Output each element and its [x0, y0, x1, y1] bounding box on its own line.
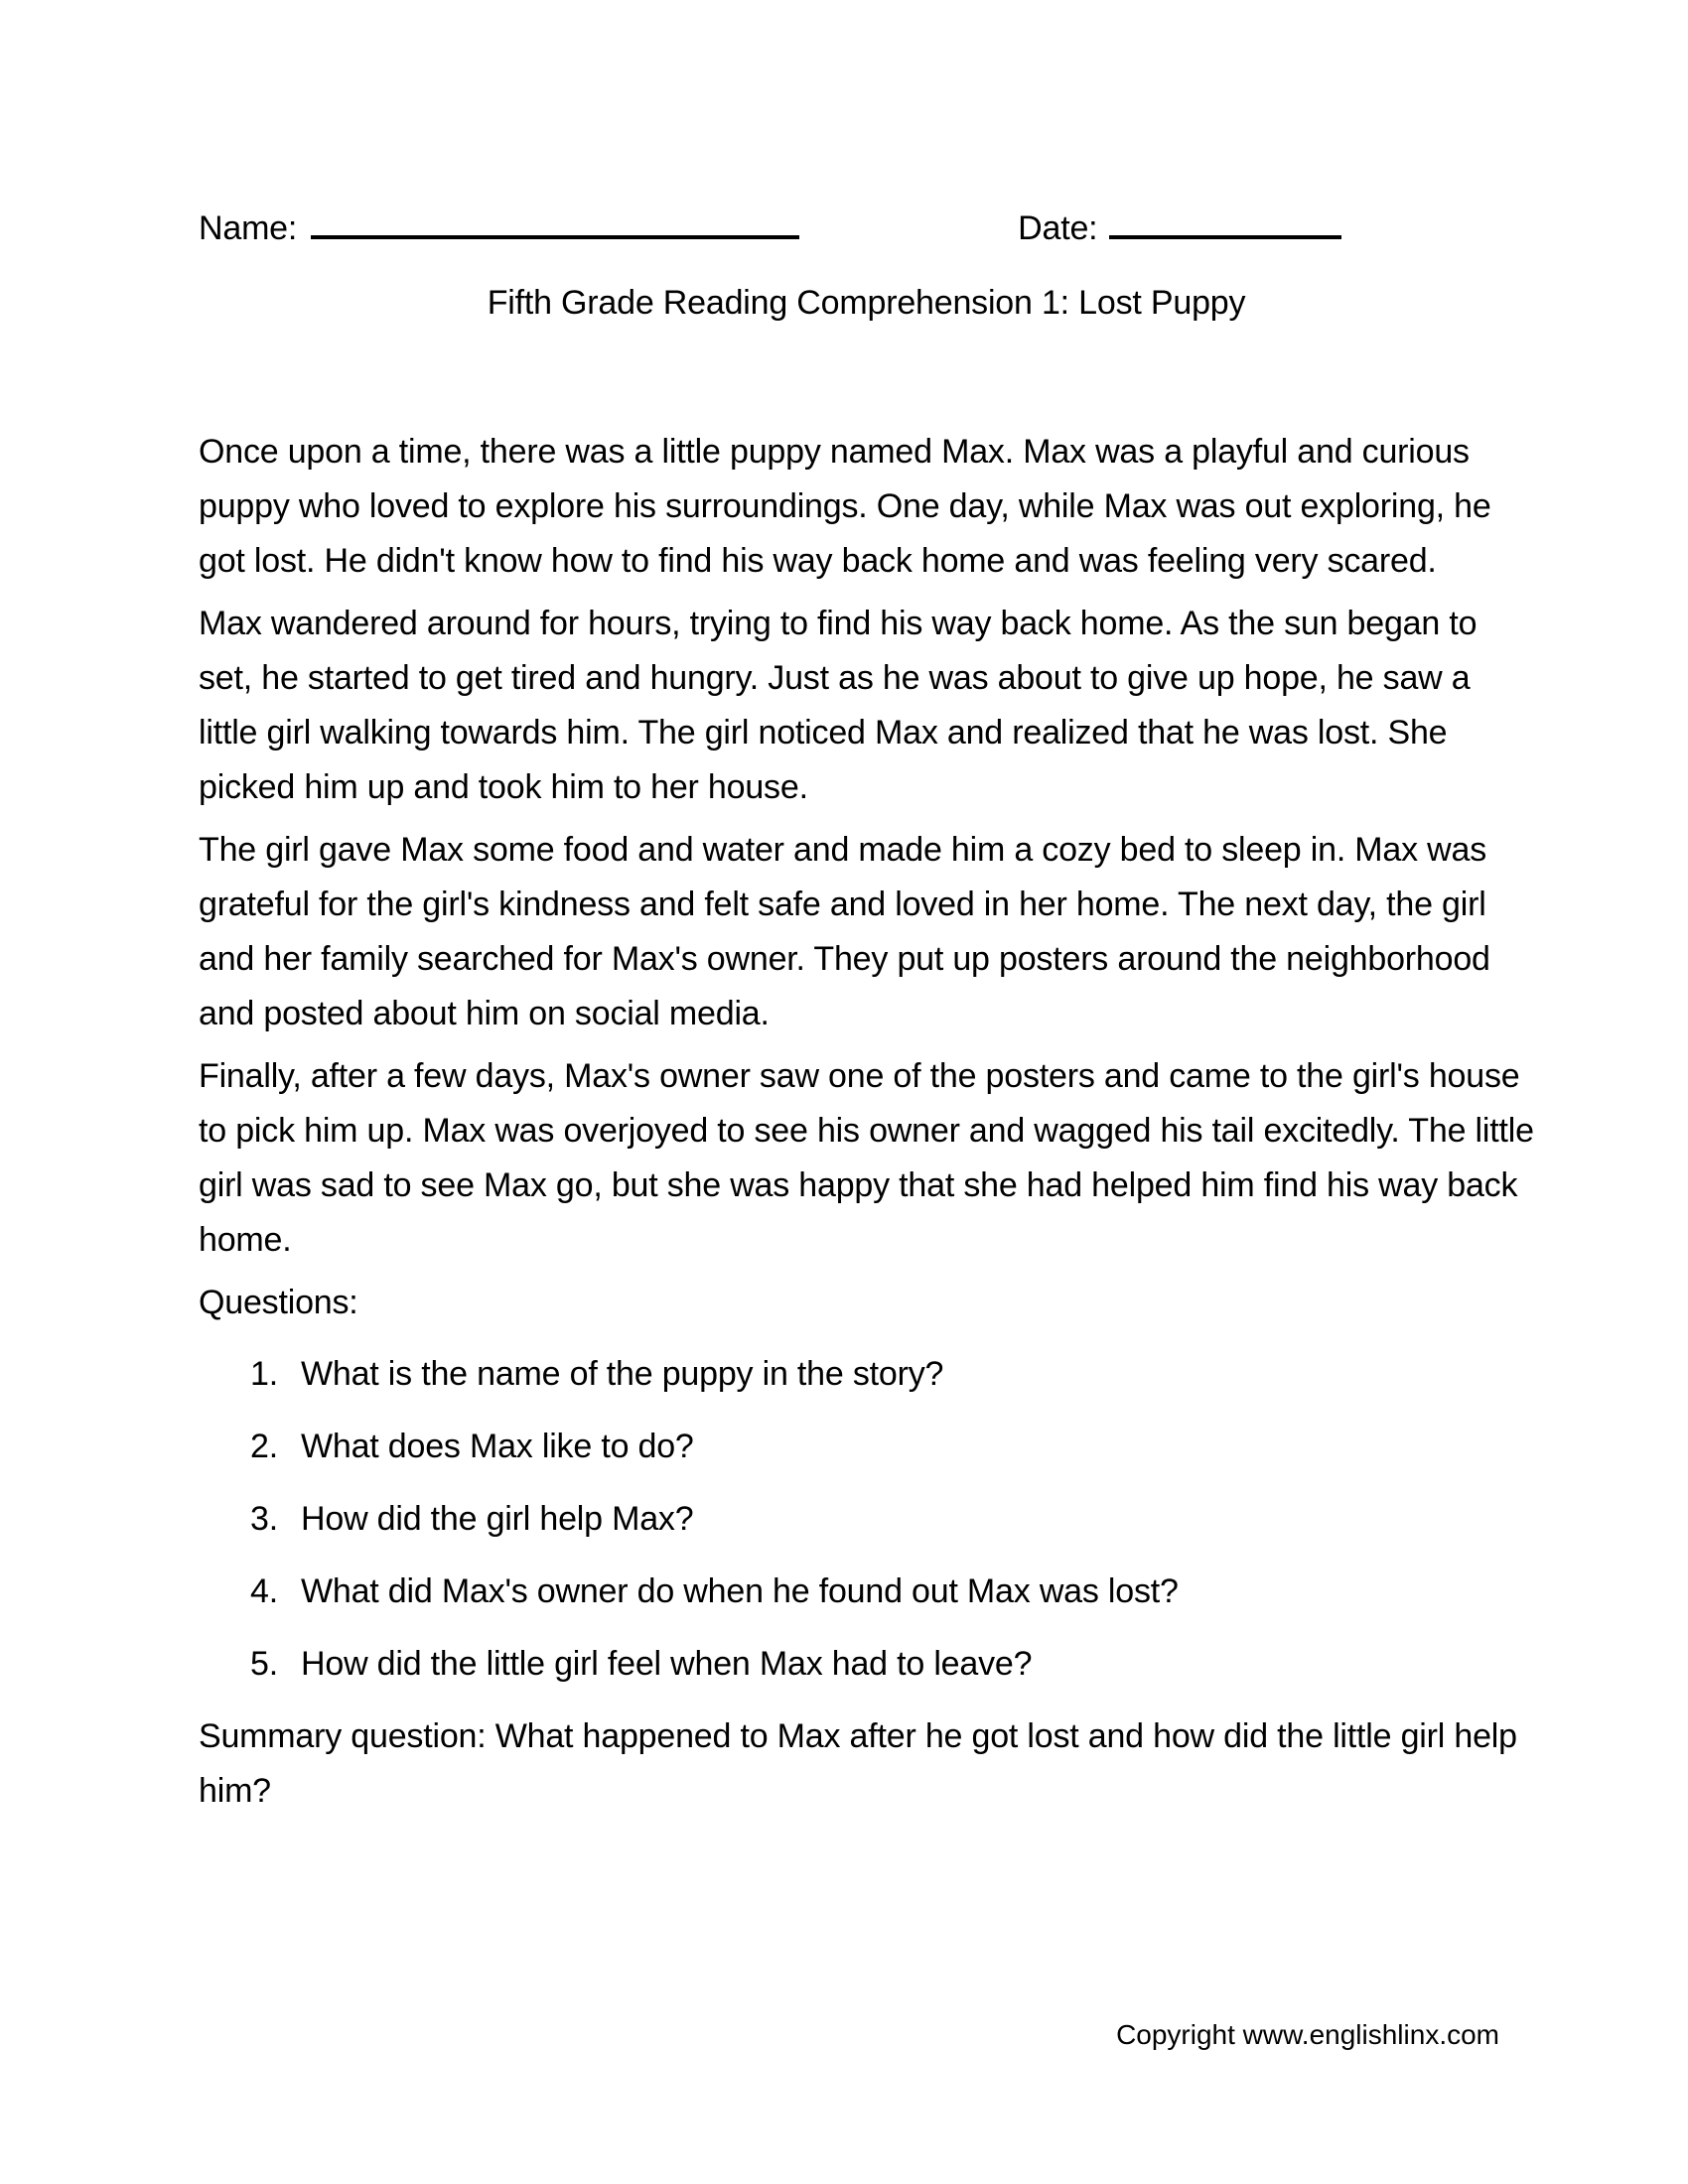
- story-paragraph-3: The girl gave Max some food and water and made him a cozy bed to sleep in. Max was grateful for the girl's kindness and felt safe and loved in her home. The next day, the girl and her family searched for Max's owner. They put up posters around the neighborhood and posted about him on social media.: [199, 831, 1490, 1032]
- header: [199, 202, 1534, 256]
- questions-list: [199, 1347, 1534, 1692]
- story: [199, 425, 1534, 1268]
- summary-question: Summary question: What happened to Max after he got lost and how did the little girl help him?: [199, 1717, 1517, 1810]
- story-paragraph-2: Max wandered around for hours, trying to find his way back home. As the sun began to set, he started to get tired and hungry. Just as he was about to give up hope, he saw a little girl walking towards him. The girl noticed Max and realized that he was lost. She picked him up and took him to her house.: [199, 605, 1477, 806]
- question-item-5: How did the little girl feel when Max had to leave?: [301, 1645, 1033, 1683]
- date-label: Date:: [1018, 209, 1098, 247]
- date-blank-line: [1109, 202, 1341, 239]
- question-item-1: What is the name of the puppy in the story?: [301, 1355, 944, 1393]
- question-item-3: How did the girl help Max?: [301, 1500, 694, 1538]
- name-label: Name:: [199, 209, 298, 247]
- footer: [199, 2007, 1499, 2062]
- questions-label: Questions:: [199, 1284, 358, 1321]
- date-group: [1018, 202, 1341, 256]
- story-paragraph-1: Once upon a time, there was a little puppy named Max. Max was a playful and curious puppy who loved to explore his surroundings. One day, while Max was out exploring, he got lost. He didn't know how to find his way back home and was feeling very scared.: [199, 433, 1491, 580]
- name-blank-line: [311, 202, 799, 239]
- story-paragraph-4: Finally, after a few days, Max's owner saw one of the posters and came to the girl's house to pick him up. Max was overjoyed to see his owner and wagged his tail excitedly. The little girl was sad to see Max go, but she was happy that she had helped him find his way back home.: [199, 1057, 1534, 1259]
- copyright-text: Copyright www.englishlinx.com: [1116, 2019, 1499, 2050]
- question-item-4: What did Max's owner do when he found out Max was lost?: [301, 1572, 1179, 1610]
- page-title: Fifth Grade Reading Comprehension 1: Lost Puppy: [487, 284, 1246, 322]
- question-item-2: What does Max like to do?: [301, 1428, 694, 1465]
